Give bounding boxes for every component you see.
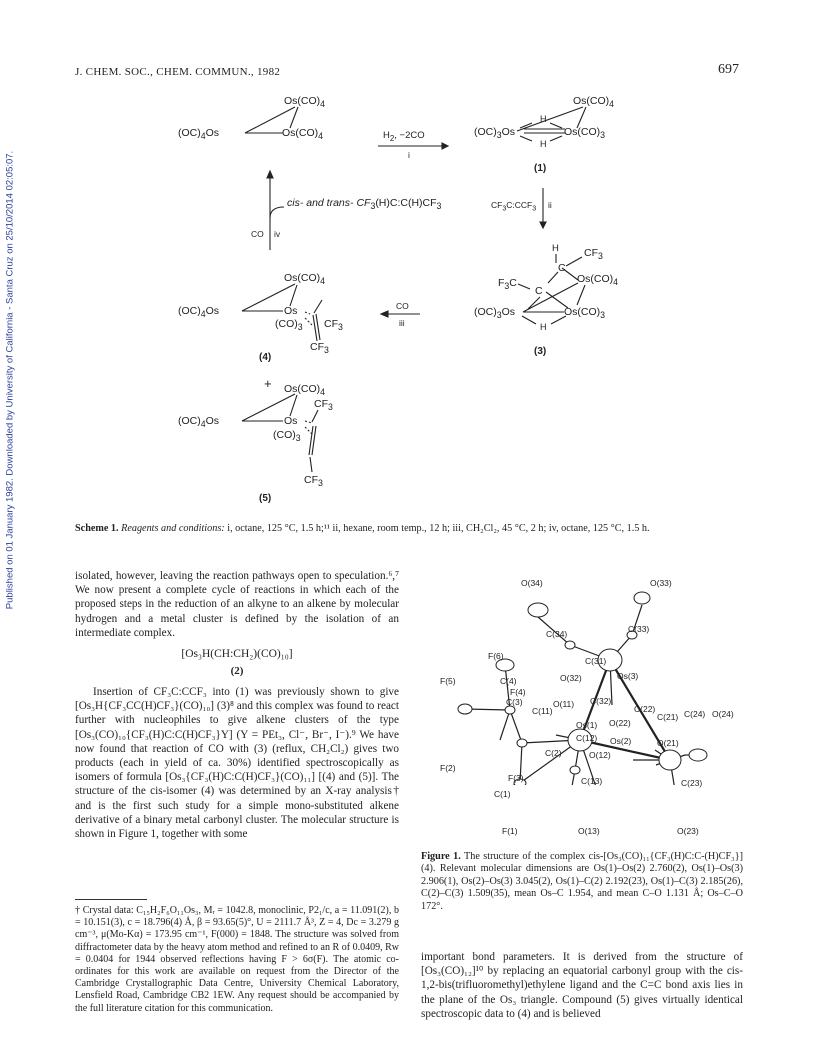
bond-line — [522, 316, 536, 324]
bond-line — [577, 285, 585, 305]
atom-label: F(3) — [508, 773, 524, 783]
atom-label: C(34) — [546, 629, 568, 639]
bond-line — [305, 312, 310, 314]
bond-line — [518, 284, 530, 289]
bond-line — [305, 421, 312, 423]
running-header: J. CHEM. SOC., CHEM. COMMUN., 1982 — [75, 66, 281, 78]
atom-label: O(21) — [657, 738, 679, 748]
atom-label: O(11) — [553, 699, 575, 709]
atom-label: O(24) — [712, 709, 734, 719]
arrow-iv-branch — [270, 207, 284, 218]
bond-line — [566, 257, 582, 266]
atom-label: O(34) — [521, 578, 543, 588]
os-co4-label: $Os(CO)_4$ — [577, 273, 619, 288]
left-column — [75, 569, 399, 640]
atom-label: C(2) — [545, 748, 562, 758]
compound-5-label: (5) — [259, 493, 272, 504]
figure-atoms — [458, 592, 707, 785]
cf3-label: $CF_3$ — [310, 341, 329, 356]
co3-label: $(CO)_3$ — [275, 318, 303, 333]
atom-label: Os(1) — [576, 720, 598, 730]
step-ii-reagent: $CF_3C:CCF_3$ — [491, 200, 537, 213]
atom-label: F(6) — [488, 651, 504, 661]
bond-line — [550, 123, 562, 128]
footnote-rule — [75, 899, 147, 900]
atom-label: Os(3) — [617, 671, 639, 681]
atom-label: C(3) — [506, 697, 523, 707]
right-column-text: important bond parameters. It is derived from the structure of [Os₃(CO)₁₂]¹⁰ by replacing an equatorial carbonyl group with the cis-1,2-bis(trifluoromethyl)ethylene ligand and the C=C bond axis lies in the plane of the Os₃ triangle. Compound (5) gives virtually identical spectroscopic data to (4) and is believed — [421, 951, 743, 1020]
arrow-iv-head — [267, 171, 273, 178]
os-co4-label: $Os(CO)_4$ — [284, 272, 326, 287]
atom-label: C(23) — [681, 778, 703, 788]
atom-label: C(21) — [657, 712, 679, 722]
step-iii-label: iii — [399, 318, 405, 328]
plus-sign: + — [264, 376, 272, 391]
f3c-label: $F_3C$ — [498, 277, 517, 292]
bond-line — [310, 457, 312, 472]
formula-2-label: (2) — [230, 665, 244, 677]
bond-line — [305, 318, 312, 325]
step-i-reagent: $H_2$, −2CO — [383, 130, 425, 143]
step-ii-label: ii — [548, 200, 552, 210]
step-iv-label: iv — [274, 229, 281, 239]
atom-label: O(22) — [609, 718, 631, 728]
scheme-lines — [0, 0, 816, 520]
figure-1-structure — [420, 565, 744, 785]
atom-label: O(32) — [560, 673, 582, 683]
atom-label: F(2) — [440, 763, 456, 773]
step-iii-reagent: CO — [396, 301, 409, 311]
hydride-label: H — [540, 322, 547, 332]
step-iv-reagent: CO — [251, 229, 264, 239]
bond-line — [305, 427, 312, 434]
atom-label: F(4) — [510, 687, 526, 697]
hydride-label: H — [540, 114, 547, 124]
arrow-ii-head — [540, 222, 546, 228]
compound-3-label: (3) — [534, 346, 547, 357]
os-co4-label: $Os(CO)_4$ — [282, 127, 324, 142]
os-co4-label: $Os(CO)_4$ — [284, 383, 326, 398]
os-label: Os — [284, 415, 298, 427]
hydrogen-label: H — [552, 243, 559, 254]
os-co4-label: $Os(CO)_4$ — [284, 95, 326, 110]
page-number: 697 — [718, 62, 739, 77]
bond-line — [314, 300, 322, 313]
bond-line — [520, 136, 532, 141]
atom-label: F(1) — [502, 826, 518, 836]
bond-line — [290, 285, 297, 306]
bond-line — [548, 272, 558, 283]
atom-label: C(24) — [684, 709, 706, 719]
oc4os-label: $(OC)_4Os$ — [178, 127, 220, 142]
os-label: Os — [284, 305, 298, 317]
atom-label: O(13) — [578, 826, 600, 836]
atom-label: C(1) — [494, 789, 511, 799]
arrow-iii-head — [381, 311, 388, 317]
cf3-label: $CF_3$ — [584, 247, 603, 262]
arrow-i-head — [442, 143, 448, 149]
step-iv-alkene: cis- and trans- $CF_3(H)C:C(H)CF_3$ — [287, 197, 442, 212]
atom-label: O(33) — [650, 578, 672, 588]
atom-label: C(22) — [634, 704, 656, 714]
carbon-label: C — [558, 262, 566, 274]
atom-label: C(32) — [590, 696, 612, 706]
cf3-label: $CF_3$ — [314, 398, 333, 413]
carbon-label: C — [535, 285, 543, 297]
figure-caption: Figure 1. The structure of the complex cis-[Os₃(CO)₁₁{CF₃(H)C:C-(H)CF₃}] (4). Relevant molecular dimensions are Os(1)–Os(2) 2.760(2), Os(1)–Os(3) 2.906(1), Os(2)–Os(3) 3.045(2), Os(1)–C(2) 2.192(23), Os(1)–C(3) 2.185(26), C(2)–C(3) 1.509(35), mean Os–C 1.954, and mean C–O 1.131 Å; Os–C–O 172°. — [421, 851, 743, 912]
atom-label: O(12) — [589, 750, 611, 760]
os-co3-label: $Os(CO)_3$ — [564, 126, 606, 141]
atom-label: Os(2) — [610, 736, 632, 746]
formula-2: [Os₃H(CH:CH₂)(CO)₁₀] — [181, 648, 293, 660]
paragraph: Insertion of CF₃C:CCF₃ into (1) was previously shown to give [Os₃H{CF₃CC(H)CF₃}(CO)₁₀] (3)⁸ and this complex was found to react further with nucleophiles to give alkene clusters of the type [Os₃(CO)₁₀{CF₃(H)C:C(H)CF₃}Y] (Y = PEt₃, Cl⁻, Br⁻, I⁻).⁹ We have now found that reaction of CO with (3) (reflux, CH₂Cl₂) gives two products (each in yield of ca. 30%) identified spectroscopically as isomers of formula [Os₃{CF₃(H)C:C(H)CF₃}(CO)₁₁] [(4) and (5)]. The structure of the cis-isomer (4) was determined by an X-ray analysis† and is the first such study for a simple mono-substituted alkene derivative of a binary metal carbonyl cluster. The molecular structure is shown in Figure 1, together with some — [75, 686, 399, 841]
atom-label: C(4) — [500, 676, 517, 686]
crystal-data-footnote: † Crystal data: C₁₅H₂F₆O₁₁Os₃, Mᵣ = 1042.8, monoclinic, P2₁/c, a = 11.091(2), b = 10.151(3), c = 18.796(4) Å, β = 93.65(5)°, U = 2111.7 Å³, Z = 4, Dc = 3.279 g cm⁻³, μ(Mo-Kα) = 173.95 cm⁻¹, F(000) = 1848. The structure was solved from diffractometer data by the heavy atom method and refined to an R of 0.0409, Rw = 0.0404 for 1944 observed reflections having F > 6σ(F). The atomic co-ordinates for this work are available on request from the Director of the Cambridge Crystallographic Data Centre, University Chemical Laboratory, Lensfield Road, Cambridge CB2 1EW. Any request should be accompanied by the full literature citation for this communication. — [75, 905, 399, 1014]
bond-line — [290, 107, 298, 128]
scheme-caption: Scheme 1. Reagents and conditions: i, octane, 125 °C, 1.5 h;¹¹ ii, hexane, room temp., 12 h; iii, CH₂Cl₂, 45 °C, 2 h; iv, octane, 125 °C, 1.5 h. — [75, 523, 650, 534]
atom-label: C(33) — [628, 624, 650, 634]
compound-4-label: (4) — [259, 352, 272, 363]
step-i-label: i — [408, 150, 410, 160]
atom-label: F(5) — [440, 676, 456, 686]
bond-line — [528, 297, 540, 309]
atom-label: O(23) — [677, 826, 699, 836]
cf3-label: $CF_3$ — [324, 318, 343, 333]
bond-line — [577, 107, 586, 128]
cf3-label: $CF_3$ — [304, 474, 323, 489]
oc4os-label: $(OC)_4Os$ — [178, 415, 220, 430]
os-co4-label: $Os(CO)_4$ — [573, 95, 615, 110]
co3-label: $(CO)_3$ — [273, 429, 301, 444]
atom-label: C(11) — [532, 706, 553, 716]
oc4os-label: $(OC)_4Os$ — [178, 305, 220, 320]
bond-line — [290, 395, 297, 416]
hydride-label: H — [540, 139, 547, 149]
os-co3-label: $Os(CO)_3$ — [564, 306, 606, 321]
paragraph: isolated, however, leaving the reaction pathways open to speculation.⁶,⁷ We now present a complete cycle of reactions in which each of the proposed steps in the reduction of an alkyne to an alkene by molecular hydrogen and a metal cluster is defined by the isolation of an intermediate complex. — [75, 570, 399, 639]
compound-1-label: (1) — [534, 163, 547, 174]
left-column — [75, 685, 399, 841]
oc3os-label: $(OC)_3Os$ — [474, 126, 516, 141]
download-notice-text: Published on 01 January 1982. Downloaded by University of California - Santa Cruz on 25/10/2014 02:05:07. — [4, 150, 16, 610]
oc3os-label: $(OC)_3Os$ — [474, 306, 516, 321]
atom-label: C(31) — [585, 656, 607, 666]
atom-label: C(12) — [576, 733, 598, 743]
atom-label: C(13) — [581, 776, 603, 786]
bond-line — [550, 136, 562, 141]
